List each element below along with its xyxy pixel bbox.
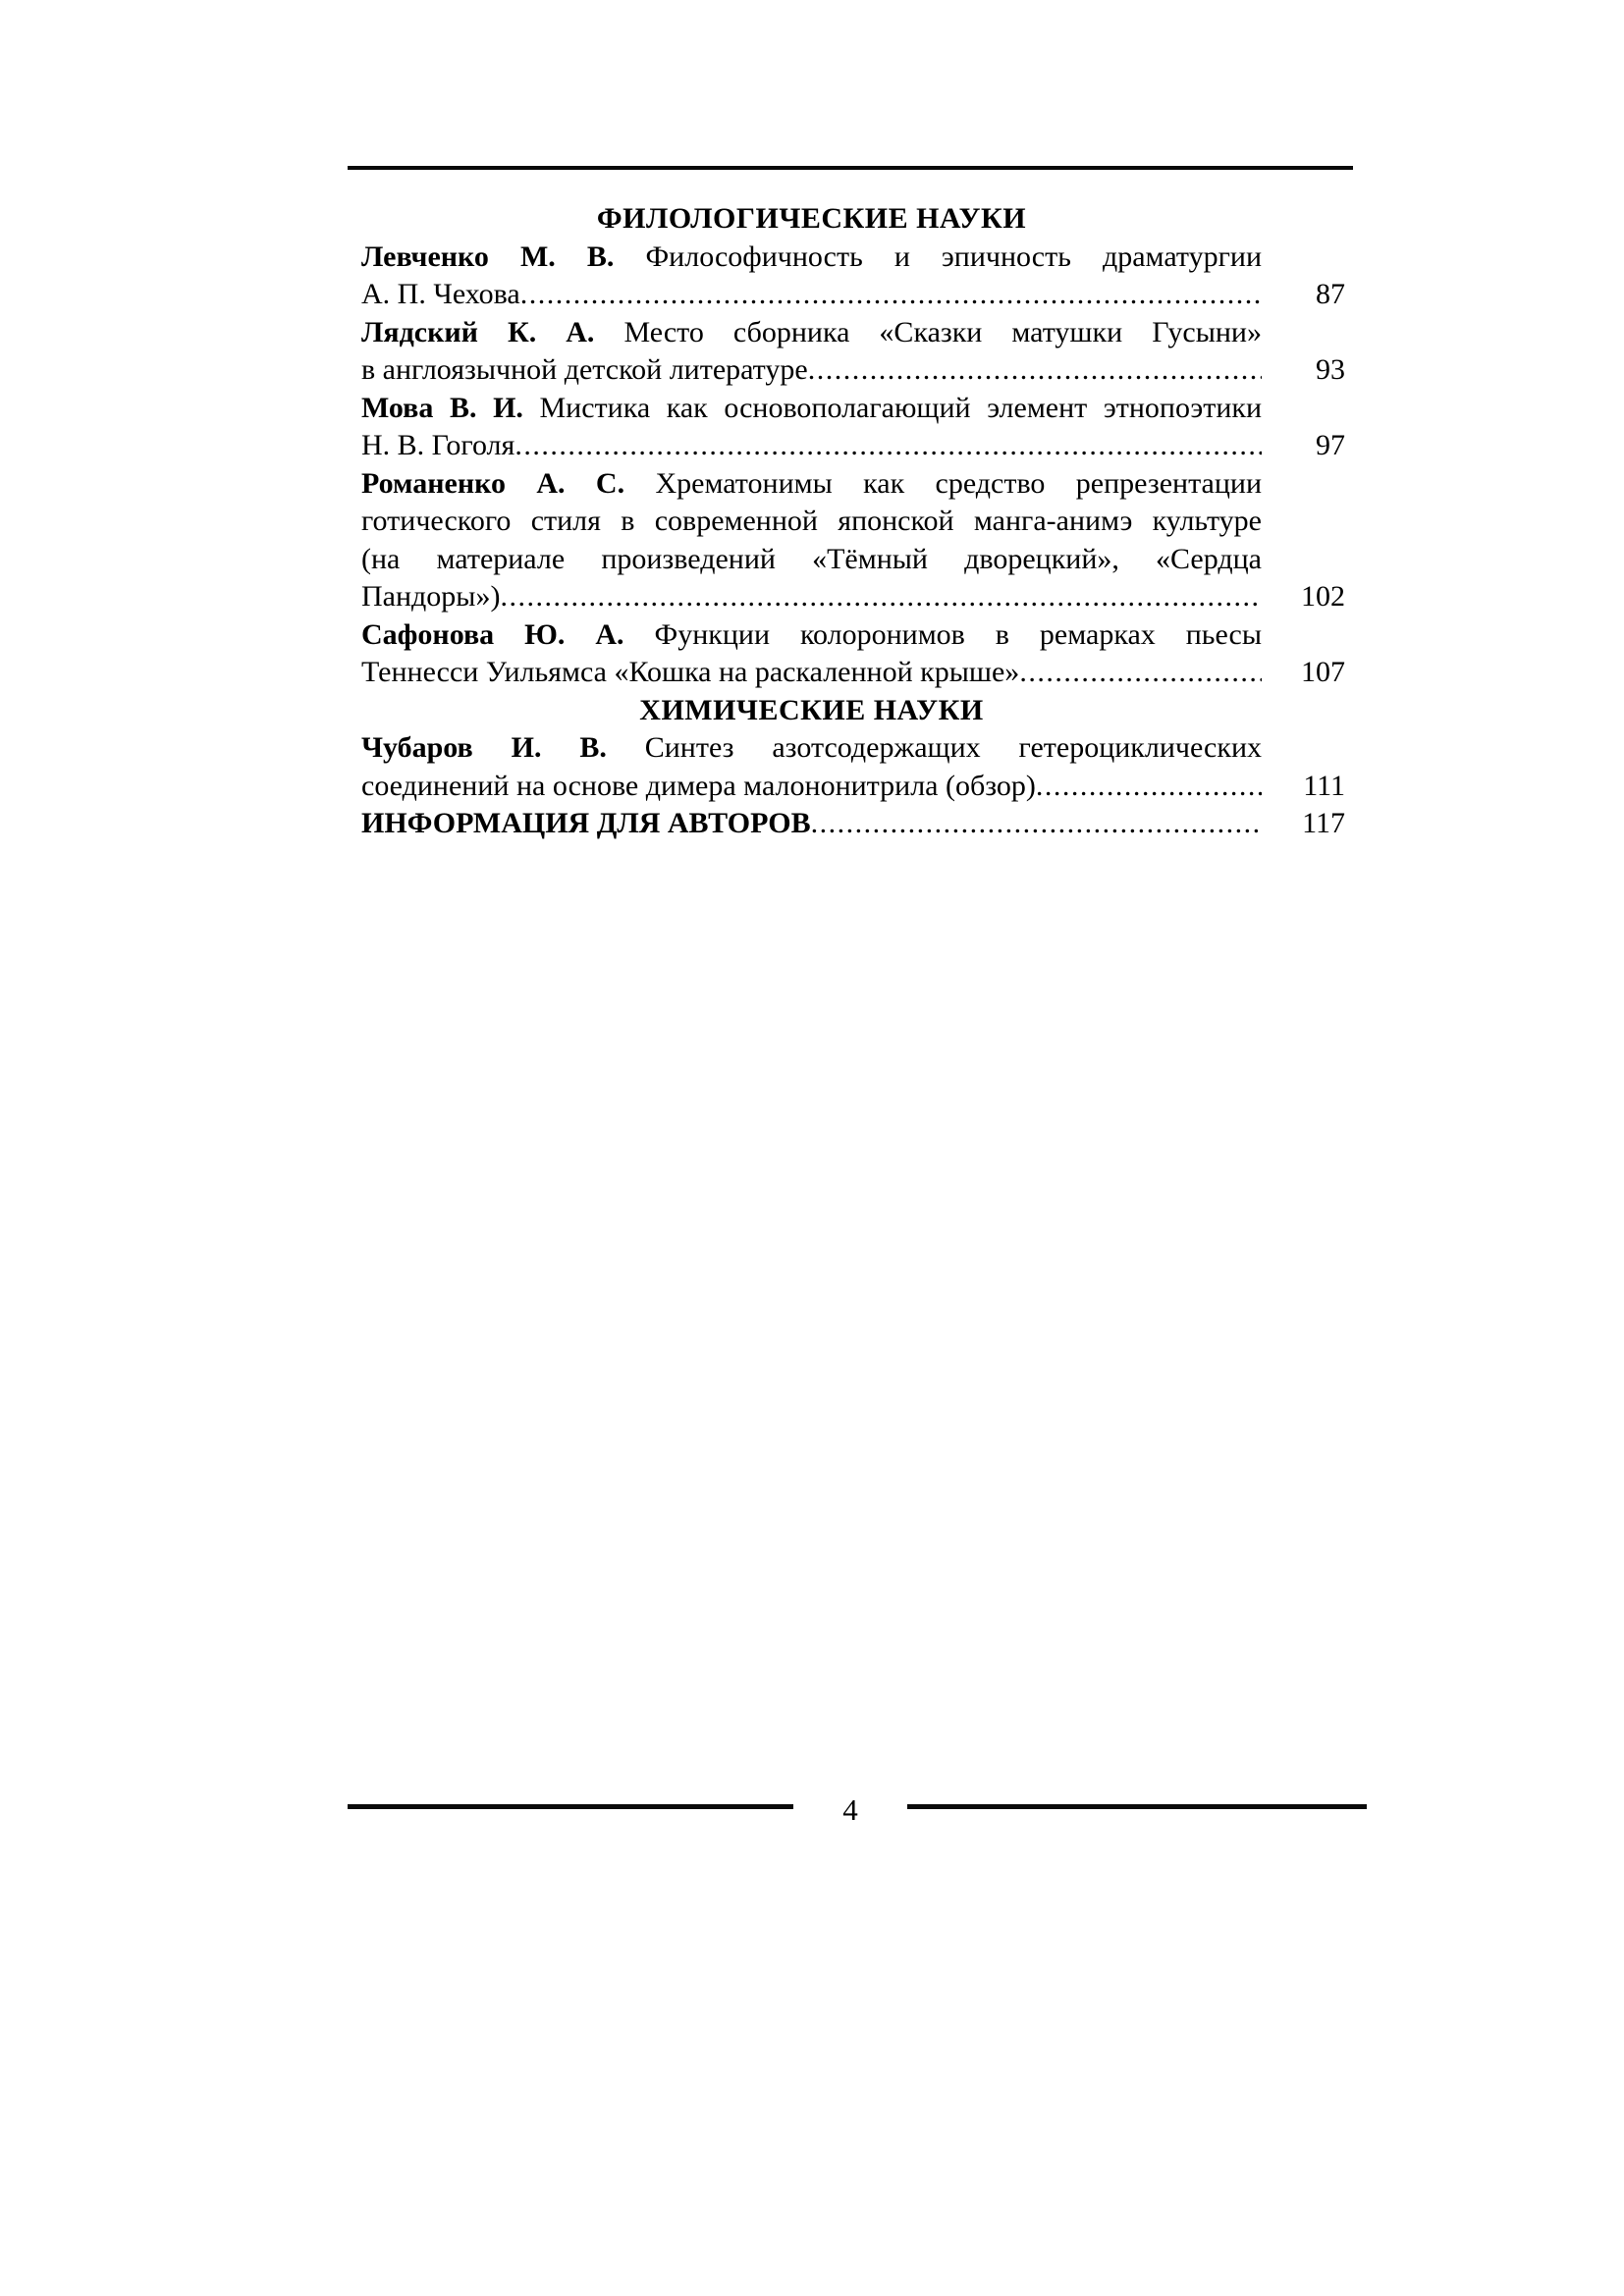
entry-page-number: 97 xyxy=(1316,429,1345,461)
entry-first-line xyxy=(361,239,1262,277)
dot-leader xyxy=(520,276,1262,314)
entry-page-number: 107 xyxy=(1301,656,1345,688)
dot-leader xyxy=(1019,654,1262,692)
entry-title-text: Хрематонимы как средство репрезентации xyxy=(655,466,1263,500)
toc-entry xyxy=(361,616,1345,692)
table-of-contents xyxy=(361,200,1345,843)
entry-page-number: 102 xyxy=(1301,580,1345,613)
footer-rule-left xyxy=(348,1804,793,1809)
entry-page-number: 111 xyxy=(1303,769,1345,802)
entry-last-line xyxy=(361,578,1345,616)
section-heading-chemical-sciences: ХИМИЧЕСКИЕ НАУКИ xyxy=(639,693,984,726)
entry-title-text: Синтез азотсодержащих гетероциклических xyxy=(644,731,1262,764)
entry-author: Романенко А. С. xyxy=(361,466,625,500)
header-rule xyxy=(348,166,1353,170)
footer-rule-right xyxy=(907,1804,1367,1809)
entry-page-number: 117 xyxy=(1302,807,1345,839)
entry-first-line xyxy=(361,465,1262,504)
entry-last-line xyxy=(361,805,1345,843)
entry-author: Лядский К. А. xyxy=(361,315,595,348)
toc-entry xyxy=(361,239,1345,314)
entry-author: Сафонова Ю. А. xyxy=(361,617,624,651)
dot-leader xyxy=(514,427,1262,465)
entry-first-line xyxy=(361,390,1262,428)
entry-first-line xyxy=(361,729,1262,768)
entry-title-text: соединений на основе димера малононитрила (обзор) xyxy=(361,769,1036,802)
dot-leader xyxy=(1036,768,1262,806)
section-heading-philological-sciences: ФИЛОЛОГИЧЕСКИЕ НАУКИ xyxy=(596,202,1027,235)
toc-entry xyxy=(361,314,1345,390)
entry-first-line xyxy=(361,314,1262,352)
entry-title-text: ИНФОРМАЦИЯ ДЛЯ АВТОРОВ xyxy=(361,807,811,839)
entry-page-number: 93 xyxy=(1316,353,1345,386)
entry-title-text: Мистика как основополагающий элемент этнопоэтики xyxy=(539,391,1263,424)
entry-author: Мова В. И. xyxy=(361,391,523,424)
entry-title-text: Теннесси Уильямса «Кошка на раскаленной крыше» xyxy=(361,656,1020,688)
dot-leader xyxy=(808,351,1262,390)
entry-title-text: Место сборника «Сказки матушки Гусыни» xyxy=(623,315,1262,348)
entry-last-line xyxy=(361,768,1345,806)
toc-entry xyxy=(361,390,1345,465)
toc-entry xyxy=(361,729,1345,805)
entry-first-line xyxy=(361,616,1262,655)
entry-page-number: 87 xyxy=(1316,278,1345,310)
entry-author: Левченко М. В. xyxy=(361,240,615,273)
entry-last-line xyxy=(361,276,1345,314)
entry-last-line xyxy=(361,654,1345,692)
dot-leader xyxy=(811,805,1262,843)
entry-middle-line: готического стиля в современной японской манга-анимэ культуре xyxy=(361,505,1262,537)
toc-entry xyxy=(361,465,1345,616)
entry-middle-line: (на материале произведений «Тёмный дворецкий», «Сердца xyxy=(361,542,1262,575)
entry-author: Чубаров И. В. xyxy=(361,731,607,764)
footer-page-number: 4 xyxy=(842,1792,858,1827)
entry-title-text: в англоязычной детской литературе xyxy=(361,353,808,386)
entry-title-text: Функции колоронимов в ремарках пьесы xyxy=(654,617,1263,651)
entry-last-line xyxy=(361,351,1345,390)
toc-entry-info-for-authors xyxy=(361,805,1345,843)
entry-title-text: Философичность и эпичность драматургии xyxy=(645,240,1263,273)
dot-leader xyxy=(500,578,1262,616)
entry-title-text: А. П. Чехова xyxy=(361,278,520,310)
entry-title-text: Пандоры») xyxy=(361,580,501,613)
entry-title-text: Н. В. Гоголя xyxy=(361,429,515,461)
entry-last-line xyxy=(361,427,1345,465)
